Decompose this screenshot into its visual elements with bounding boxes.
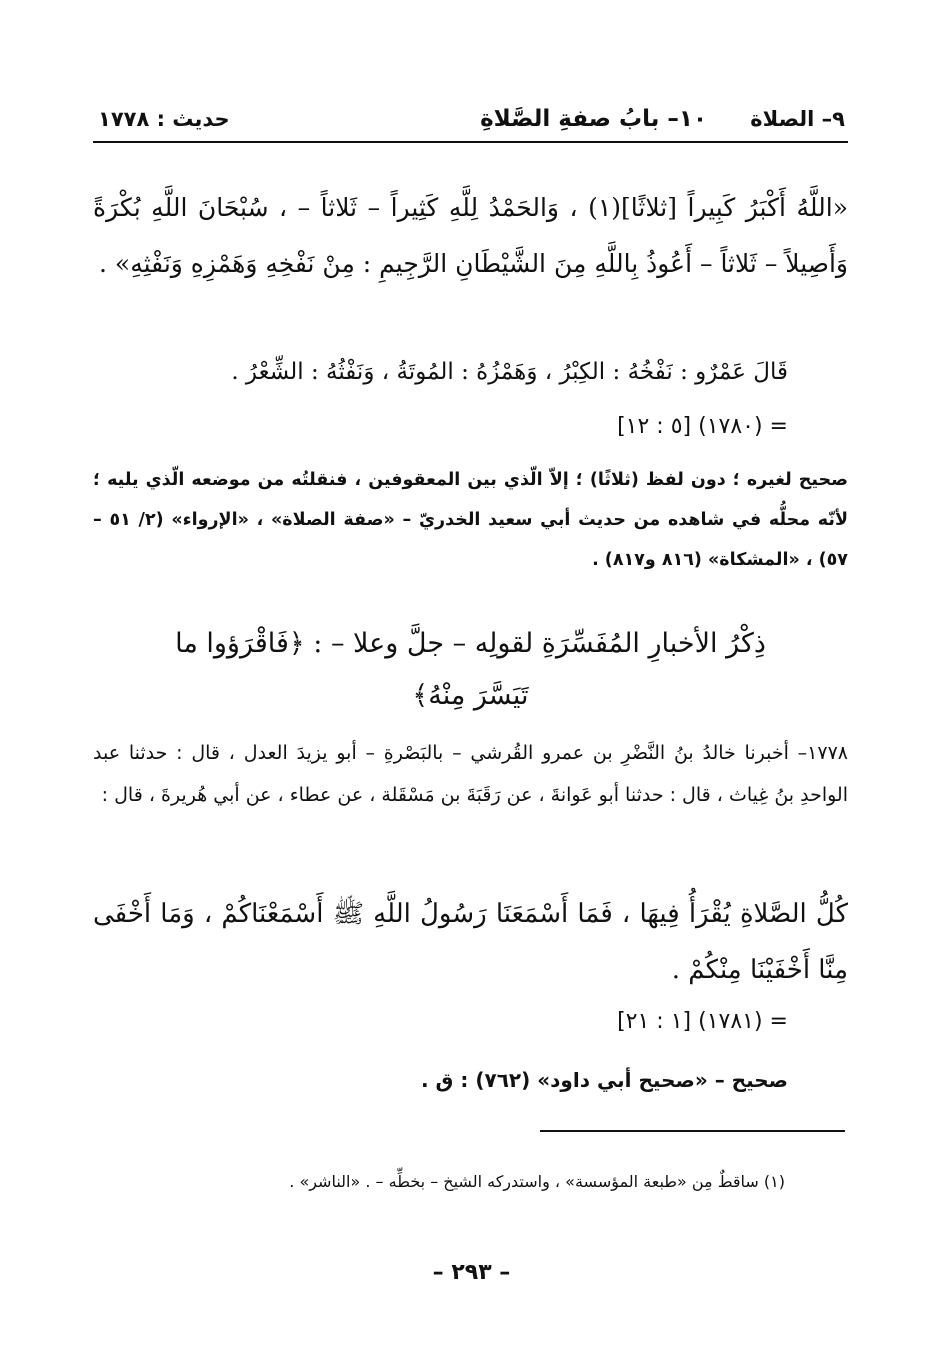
cross-reference-1780: = (١٧٨٠) [٥ : ١٢] [617,414,788,439]
chapter-heading-line-1: ذِكْرُ الأخبارِ المُفَسِّرَةِ لقولِه – جلَّ وعلا – : ﴿فَاقْرَؤوا ما [175,628,766,659]
header-hadith-number: حديث : ١٧٧٨ [98,107,230,131]
hadith-text-continuation: «اللَّهُ أَكْبَرُ كَبِيراً [ثلاثًا](١) ، وَالحَمْدُ لِلَّهِ كَثِيراً – ثَلاثاً – ، سُبْحَانَ اللَّهِ بُكْرَةً وَأَصِيلاً – ثَلاثاً – أَعُوذُ بِاللَّهِ مِنَ الشَّيْطَانِ الرَّجِيمِ : مِنْ نَفْخِهِ وَهَمْزِهِ وَنَفْثِهِ» . [93,193,848,278]
amr-explanation: قَالَ عَمْرٌو : نَفْخُهُ : الكِبْرُ ، وَهَمْزُهُ : المُوتَةُ ، وَنَفْثُهُ : الشِّعْرُ . [231,359,788,385]
cross-reference-1781: = (١٧٨١) [١ : ٢١] [617,1009,788,1034]
footnote: (١) ساقطٌ مِن «طبعة المؤسسة» ، واستدركه الشيخ – بخطِّه – . «الناشر» . [289,1172,785,1191]
header-book-title: ٩– الصلاة [750,107,845,131]
grading-note: صحيح لغيره ؛ دون لفظ (ثلاثًا) ؛ إلاّ الّذي بين المعقوفين ، فنقلتُه من موضعه الّذي يليه ؛ لأنّه محلُّه في شاهده من حديث أبي سعيد الخدريّ – «صفة الصلاة» ، «الإرواء» (٢/ ٥١ – ٥٧) ، «المشكاة» (٨١٦ و٨١٧) . [93,470,849,570]
footnote-divider [540,1130,845,1132]
header-chapter-title: ١٠– بابُ صفةِ الصَّلاةِ [480,106,707,132]
page-number: – ٢٩٣ – [432,1260,511,1285]
header-divider [93,141,848,143]
chapter-heading [93,618,848,722]
hadith-1778-grading: صحيح – «صحيح أبي داود» (٧٦٢) : ق . [421,1068,788,1092]
hadith-1778-matn: كُلُّ الصَّلاةِ يُقْرَأُ فِيهَا ، فَمَا أَسْمَعَنَا رَسُولُ اللَّهِ ﷺ أَسْمَعْنَاكُمْ ، وَمَا أَخْفَى مِنَّا أَخْفَيْنَا مِنْكُمْ . [93,899,848,985]
chapter-heading-line-2: تَيَسَّرَ مِنْهُ﴾ [412,680,529,711]
hadith-1778-isnad: ١٧٧٨– أخبرنا خالدُ بنُ النَّضْرِ بن عمرو القُرشي – بالبَصْرةِ – أبو يزيدَ العدل ، قال : حدثنا عبد الواحدِ بنُ غِياث ، قال : حدثنا أبو عَوانةَ ، عن رَقَبَةَ بن مَسْقَلة ، عن عطاء ، عن أبي هُريرةَ ، قال : [93,742,848,806]
